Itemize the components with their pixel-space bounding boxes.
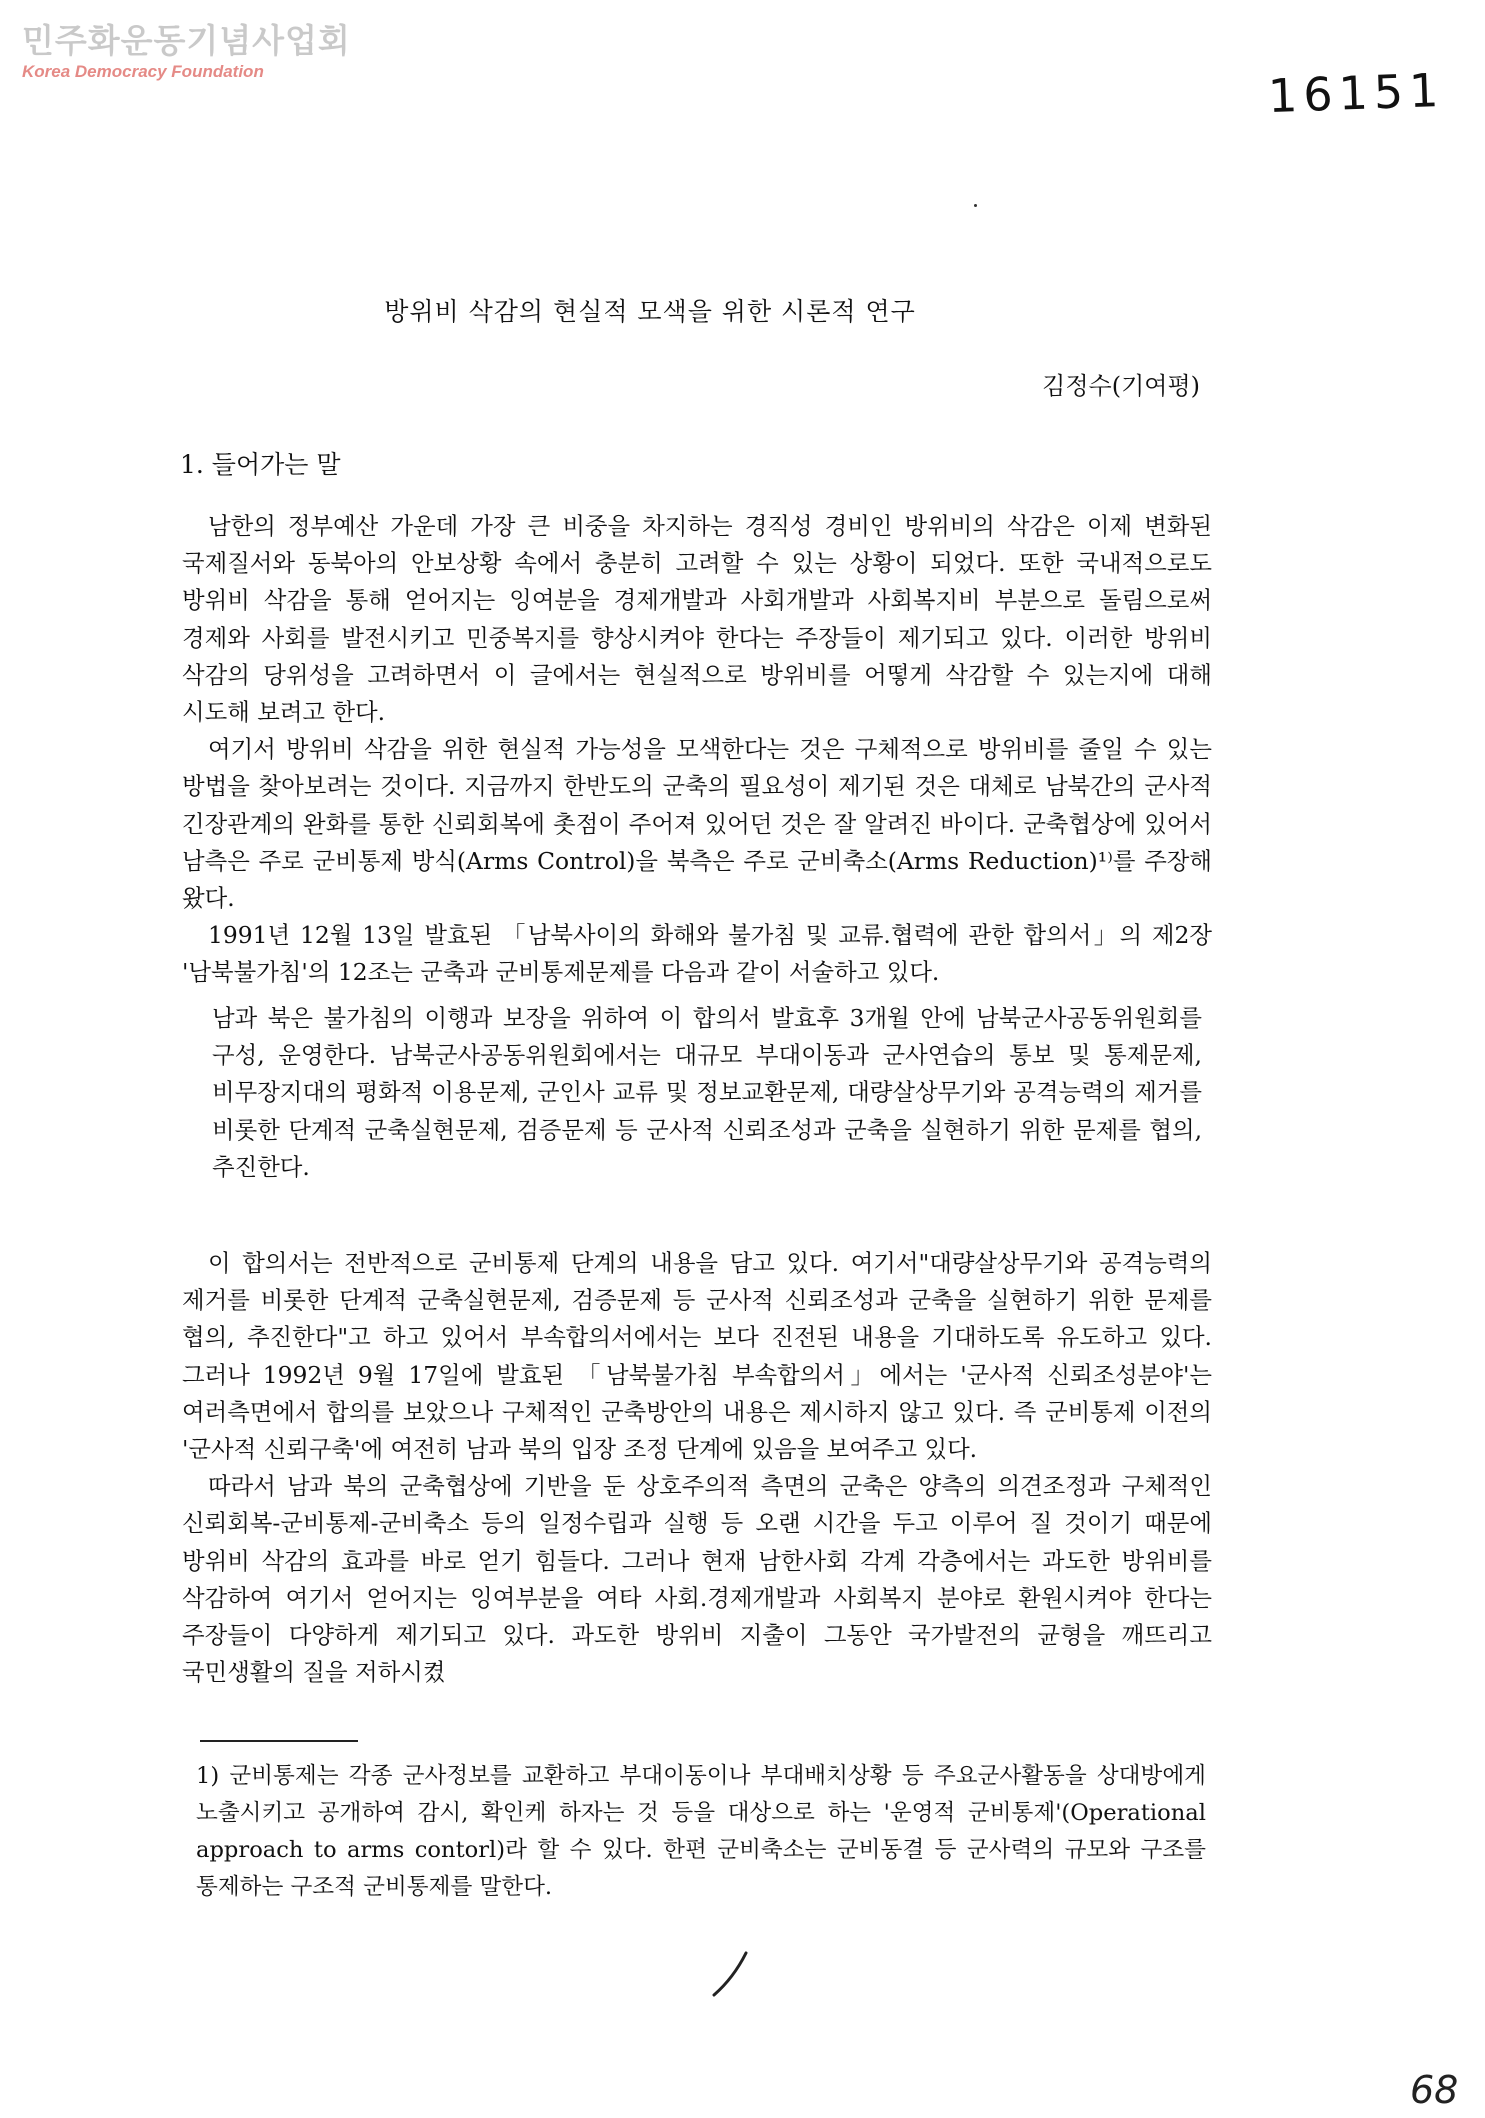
paragraph: 1991년 12월 13일 발효된 「남북사이의 화해와 불가침 및 교류.협력에 관한 합의서」의 제2장 '남북불가침'의 12조는 군축과 군비통제문제를 다음과 같이 서술하고 있다. [182, 921, 1212, 987]
body-text-bottom [182, 1245, 1212, 1691]
paragraph: 따라서 남과 북의 군축협상에 기반을 둔 상호주의적 측면의 군축은 양측의 의견조정과 구체적인 신뢰회복-군비통제-군비축소 등의 일정수립과 실행 등 오랜 시간을 두고 이루어 질 것이기 때문에 방위비 삭감의 효과를 바로 얻기 힘들다. 그러나 현재 남한사회 각계 각층에서는 과도한 방위비를 삭감하여 여기서 얻어지는 잉여부분을 여타 사회.경제개발과 사회복지 분야로 환원시켜야 한다는 주장들이 다양하게 제기되고 있다. 과도한 방위비 지출이 그동안 국가발전의 균형을 깨뜨리고 국민생활의 질을 저하시켰 [182, 1472, 1212, 1687]
quoted-agreement-text [212, 1000, 1202, 1186]
footnote-divider [200, 1740, 358, 1742]
paragraph: 이 합의서는 전반적으로 군비통제 단계의 내용을 담고 있다. 여기서"대량살상무기와 공격능력의 제거를 비롯한 단계적 군축실현문제, 검증문제 등 군사적 신뢰조성과 군축을 실현하기 위한 문제를 협의, 추진한다"고 하고 있어서 부속합의서에서는 보다 진전된 내용을 기대하도록 유도하고 있다. 그러나 1992년 9월 17일에 발효된 「남북불가침 부속합의서」에서는 '군사적 신뢰조성분야'는 여러측면에서 합의를 보았으나 구체적인 군축방안의 내용은 제시하지 않고 있다. 즉 군비통제 이전의 '군사적 신뢰구축'에 여전히 남과 북의 입장 조정 단계에 있음을 보여주고 있다. [182, 1249, 1212, 1464]
paragraph: 여기서 방위비 삭감을 위한 현실적 가능성을 모색한다는 것은 구체적으로 방위비를 줄일 수 있는 방법을 찾아보려는 것이다. 지금까지 한반도의 군축의 필요성이 제기된 것은 대체로 남북간의 군사적 긴장관계의 완화를 통한 신뢰회복에 촛점이 주어져 있어던 것은 잘 알려진 바이다. 군축협상에 있어서 남측은 주로 군비통제 방식(Arms Control)을 북측은 주로 군비축소(Arms Reduction)¹⁾를 주장해 왔다. [182, 735, 1212, 913]
section-heading: 1. 들어가는 말 [180, 450, 341, 479]
paragraph: 남한의 정부예산 가운데 가장 큰 비중을 차지하는 경직성 경비인 방위비의 삭감은 이제 변화된 국제질서와 동북아의 안보상황 속에서 충분히 고려할 수 있는 상황이 되었다. 또한 국내적으로도 방위비 삭감을 통해 얻어지는 잉여분을 경제개발과 사회개발과 사회복지비 부분으로 돌림으로써 경제와 사회를 발전시키고 민중복지를 향상시켜야 한다는 주장들이 제기되고 있다. 이러한 방위비 삭감의 당위성을 고려하면서 이 글에서는 현실적으로 방위비를 어떻게 삭감할 수 있는지에 대해 시도해 보려고 한다. [182, 512, 1212, 727]
quote-paragraph: 남과 북은 불가침의 이행과 보장을 위하여 이 합의서 발효후 3개월 안에 남북군사공동위원회를 구성, 운영한다. 남북군사공동위원회에서는 대규모 부대이동과 군사연습의 통보 및 통제문제, 비무장지대의 평화적 이용문제, 군인사 교류 및 정보교환문제, 대량살상무기와 공격능력의 제거를 비롯한 단계적 군축실현문제, 검증문제 등 군사적 신뢰조성과 군축을 실현하기 위한 문제를 협의, 추진한다. [212, 1004, 1202, 1181]
watermark-logo [22, 22, 351, 82]
scan-speck [974, 204, 977, 207]
body-text-top [182, 508, 1212, 992]
handwritten-slash-mark [700, 1945, 760, 2005]
footnote-text: 1) 군비통제는 각종 군사정보를 교환하고 부대이동이나 부대배치상황 등 주요군사활동을 상대방에게 노출시키고 공개하여 감시, 확인케 하자는 것 등을 대상으로 하는 '운영적 군비통제'(Operational approach to arms contorl)라 할 수 있다. 한편 군비축소는 군비동결 등 군사력의 규모와 구조를 통제하는 구조적 군비통제를 말한다. [196, 1763, 1206, 1900]
watermark-english: Korea Democracy Foundation [22, 62, 264, 81]
watermark-korean: 민주화운동기념사업회 [22, 21, 351, 60]
document-title: 방위비 삭감의 현실적 모색을 위한 시론적 연구 [384, 297, 916, 326]
footnote [196, 1758, 1206, 1906]
handwritten-page-number: 68 [1410, 2068, 1459, 2112]
author-line: 김정수(기여평) [1042, 372, 1200, 400]
handwritten-document-number: 16151 [1267, 62, 1446, 124]
